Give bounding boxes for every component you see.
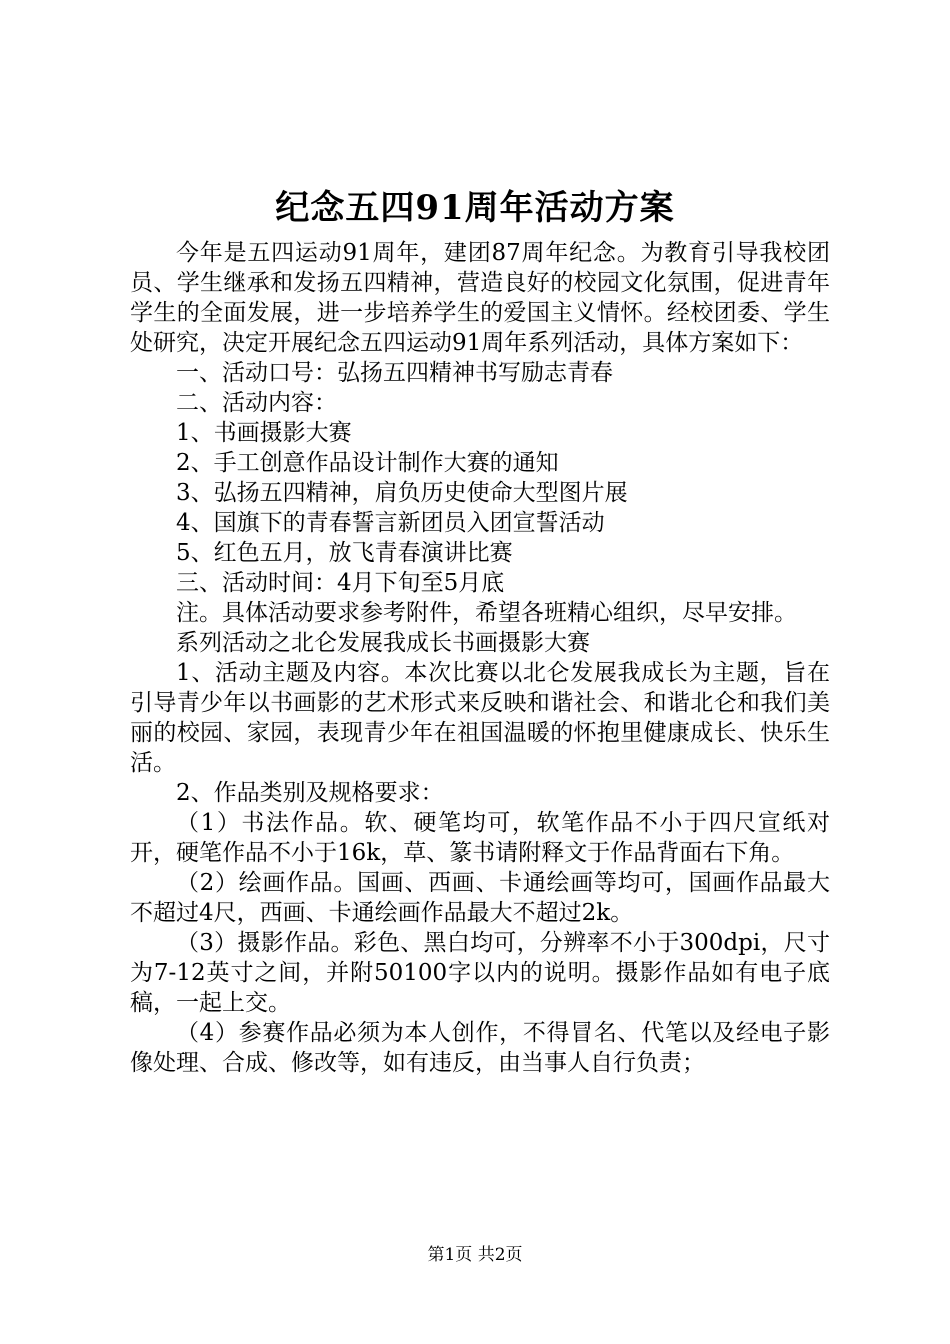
section-heading-contest: 系列活动之北仑发展我成长书画摄影大赛	[176, 630, 590, 656]
paragraph-painting: （2）绘画作品。国画、西画、卡通绘画等均可，国画作品最大不超过4尺，西画、卡通绘画作品最大不超过2k。	[130, 870, 830, 926]
list-item-activity-4: 4、国旗下的青春誓言新团员入团宣誓活动	[176, 510, 605, 536]
paragraph-intro: 今年是五四运动91周年，建团87周年纪念。为教育引导我校团员、学生继承和发扬五四精神，营造良好的校园文化氛围，促进青年学生的全面发展，进一步培养学生的爱国主义情怀。经校团委、学生处研究，决定开展纪念五四运动91周年系列活动，具体方案如下：	[130, 240, 830, 356]
paragraph-content-heading: 二、活动内容：	[176, 390, 337, 416]
paragraph-originality: （4）参赛作品必须为本人创作，不得冒名、代笔以及经电子影像处理、合成、修改等，如有违反，由当事人自行负责；	[130, 1020, 830, 1076]
paragraph-calligraphy: （1）书法作品。软、硬笔均可，软笔作品不小于四尺宣纸对开，硬笔作品不小于16k，草、篆书请附释文于作品背面右下角。	[130, 810, 830, 866]
document-body	[130, 238, 830, 1078]
paragraph-categories-heading: 2、作品类别及规格要求：	[176, 780, 444, 806]
page-number-footer: 第1页 共2页	[427, 1245, 523, 1265]
list-item-activity-2: 2、手工创意作品设计制作大赛的通知	[176, 450, 559, 476]
paragraph-note: 注。具体活动要求参考附件，希望各班精心组织，尽早安排。	[176, 600, 797, 626]
list-item-activity-3: 3、弘扬五四精神，肩负历史使命大型图片展	[176, 480, 628, 506]
list-item-activity-1: 1、书画摄影大赛	[176, 420, 352, 446]
paragraph-photography: （3）摄影作品。彩色、黑白均可，分辨率不小于300dpi，尺寸为7-12英寸之间，并附50100字以内的说明。摄影作品如有电子底稿，一起上交。	[130, 930, 830, 1016]
paragraph-theme: 1、活动主题及内容。本次比赛以北仑发展我成长为主题，旨在引导青少年以书画影的艺术形式来反映和谐社会、和谐北仑和我们美丽的校园、家园，表现青少年在祖国温暖的怀抱里健康成长、快乐生活。	[130, 660, 830, 776]
paragraph-slogan: 一、活动口号：弘扬五四精神书写励志青春	[176, 360, 613, 386]
list-item-activity-5: 5、红色五月，放飞青春演讲比赛	[176, 540, 513, 566]
paragraph-time: 三、活动时间：4月下旬至5月底	[176, 570, 505, 596]
document-title: 纪念五四91周年活动方案	[275, 188, 675, 228]
